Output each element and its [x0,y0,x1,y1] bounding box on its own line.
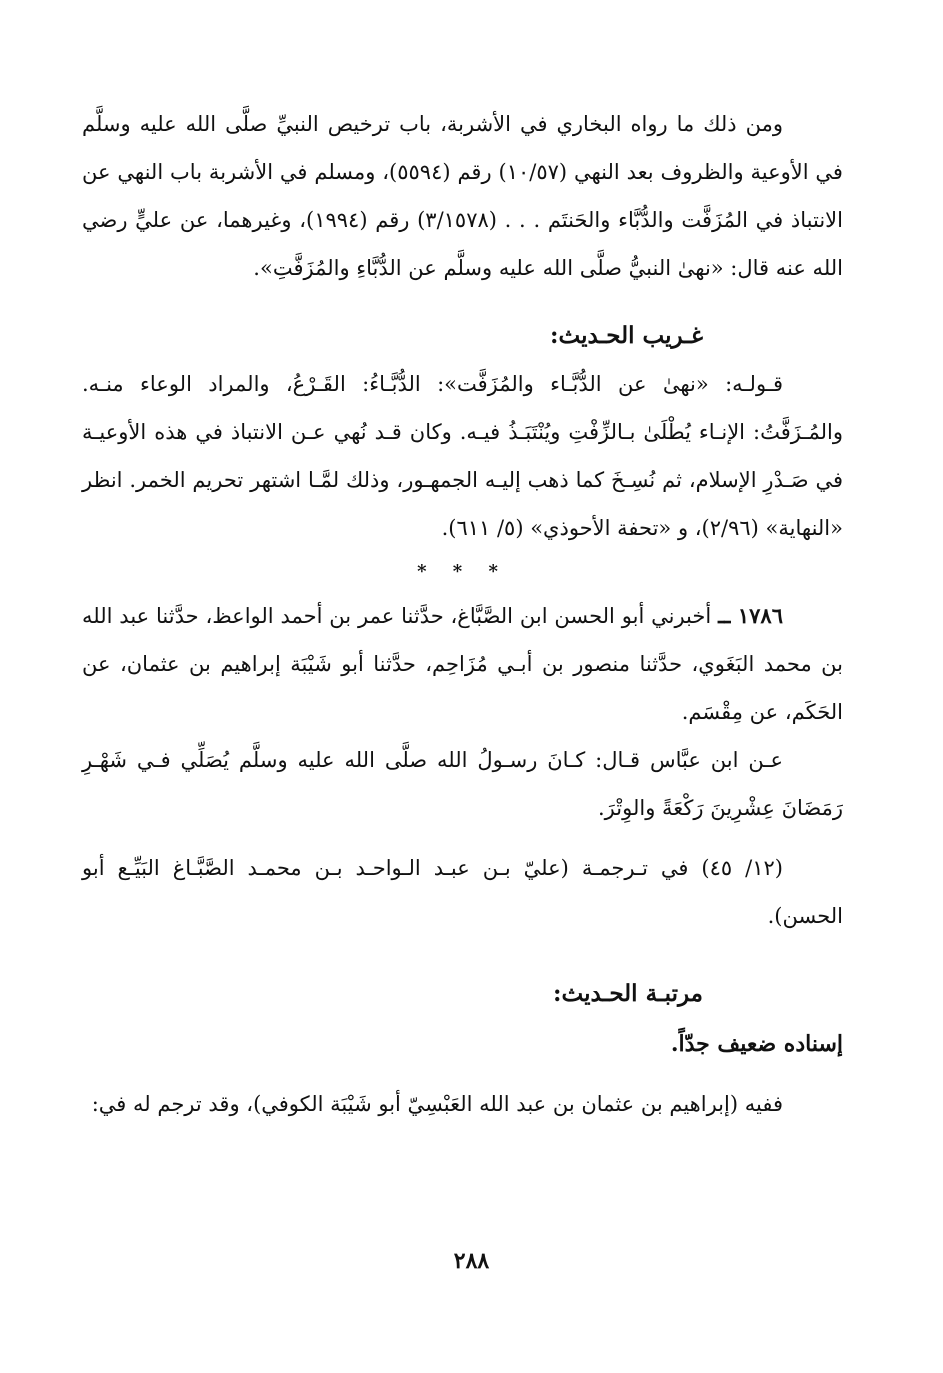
page-number: ٢٨٨ [453,1248,490,1274]
hadith-number: ١٧٨٦ ــ [718,603,783,628]
rutba-grade: إسناده ضعيف جدّاً. [670,1031,843,1057]
intro-paragraph: ومن ذلك ما رواه البخاري في الأشربة، باب ترخيص النبيِّ صلَّى الله عليه وسلَّم في الأوعية والظروف بعد النهي (١٠/٥٧) رقم (٥٥٩٤)، ومسلم في الأشربة باب النهي عن الانتباذ في المُزَفَّت والدُّبَّاء والحَنتَم . . . (٣/١٥٧٨) رقم (١٩٩٤)، وغيرهما، عن عليٍّ رضي الله عنه قال: «نهىٰ النبيُّ صلَّى الله عليه وسلَّم عن الدُّبَّاءِ والمُزَفَّتِ». [82,112,843,280]
tarjama-paragraph: (١٢/ ٤٥) في تـرجمـة (عليّ بـن عبـد الـواحـد بـن محمـد الصَّبَّـاغ البَيِّـع أبو الحسن). [82,856,843,928]
gharib-paragraph: قـولـه: «نهىٰ عن الدُّبَّـاء والمُزَفَّت»: الدُّبَّـاءُ: القَـرْعُ، والمراد الوعاء منـه. والمُـزَفَّتُ: الإنـاء يُطْلَىٰ بـالزِّفْتِ ويُنْتَبَـذُ فيـه. وكان قـد نُهي عـن الانتباذ في هذه الأوعيـة في صَـدْرِ الإسلام، ثم نُسِـخَ كما ذهب إليـه الجمهـور، وذلك لمَّـا اشتهر تحريم الخمر. انظر «النهاية» (٢/٩٦)، و «تحفة الأحوذي» (٥/ ٦١١). [82,372,843,540]
matn-paragraph: عـن ابن عبَّاس قـال: كـانَ رسـولُ الله صلَّى الله عليه وسلَّم يُصَلِّي فـي شَهْـرِ رَمَضَانَ عِشْرِينَ رَكْعَةً والوِتْرَ. [82,748,843,820]
text-column [82,100,843,1128]
isnad-text: أخبرني أبو الحسن ابن الصَّبَّاغ، حدَّثنا عمر بن أحمد الواعظ، حدَّثنا عبد الله بن محمد البَغَوي، حدَّثنا منصور بن أبـي مُزَاحِم، حدَّثنا أبو شَيْبَة إبراهيم بن عثمان، عن الحَكَم، عن مِقْسَم. [82,604,843,724]
gharib-heading: غـريب الحـديث: [550,322,703,349]
isnad-paragraph [82,592,843,736]
closing-paragraph: ففيه (إبراهيم بن عثمان بن عبد الله العَبْسِيّ أبو شَيْبَة الكوفي)، وقد ترجم له في: [91,1092,783,1116]
rutba-heading: مرتبـة الحـديث: [553,980,703,1007]
section-separator: * * * [417,561,508,582]
